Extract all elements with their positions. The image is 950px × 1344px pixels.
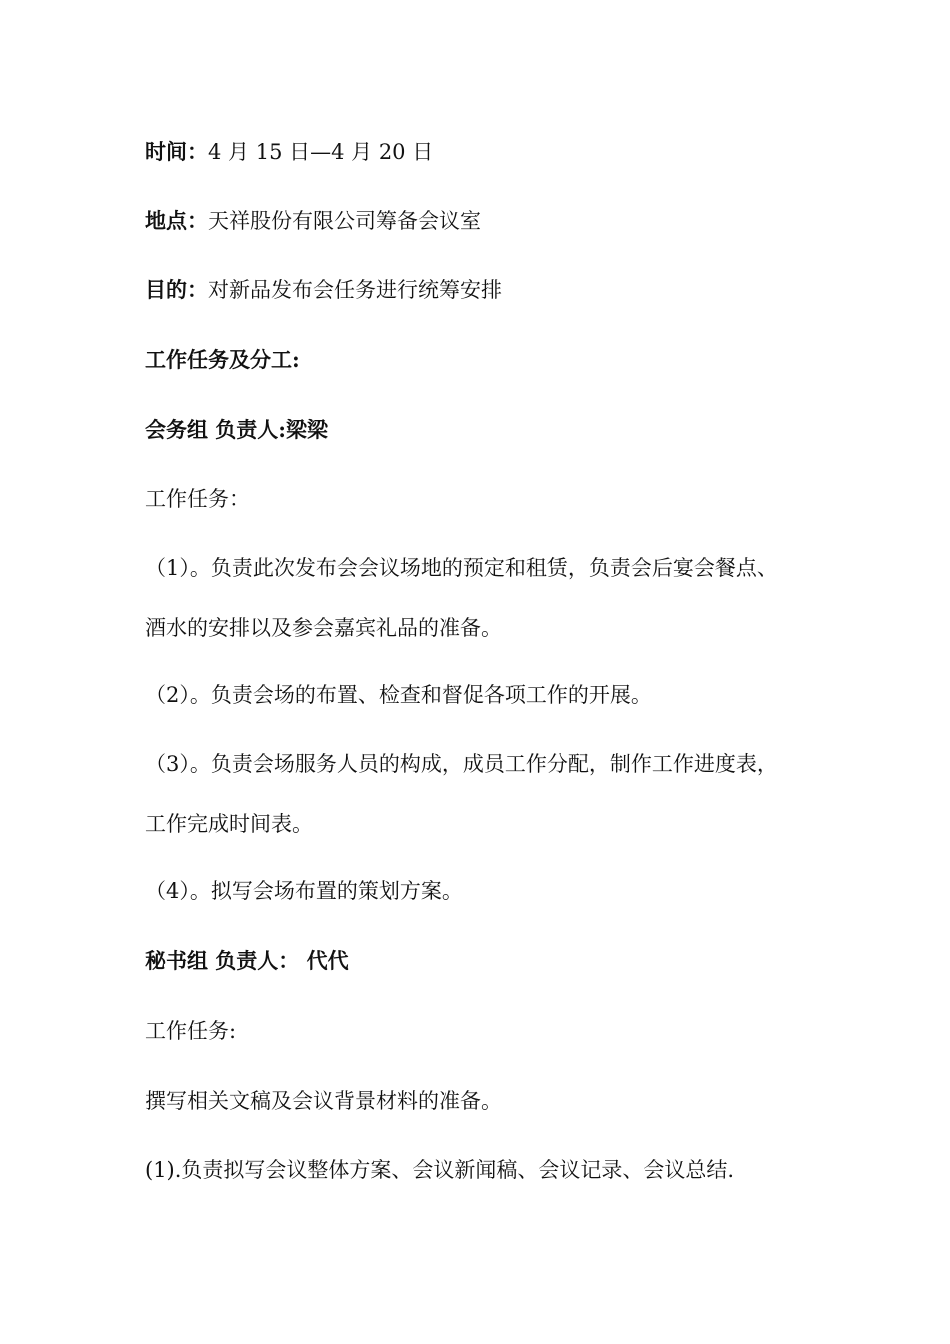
place-line xyxy=(145,207,845,235)
purpose-line xyxy=(145,276,845,304)
time-label: 时间： xyxy=(145,139,208,164)
group-tasks-label-meeting: 工作任务： xyxy=(145,487,250,511)
task-item: (1).负责拟写会议整体方案、会议新闻稿、会议记录、会议总结. xyxy=(145,1158,735,1182)
place-value: 天祥股份有限公司筹备会议室 xyxy=(208,209,481,233)
group-heading-meeting: 会务组 负责人:梁梁 xyxy=(145,417,329,442)
task-item: （3）。负责会场服务人员的构成，成员工作分配，制作工作进度表， xyxy=(145,752,778,776)
task-item: 撰写相关文稿及会议背景材料的准备。 xyxy=(145,1089,502,1113)
task-item: （1）。负责此次发布会会议场地的预定和租赁，负责会后宴会餐点、 xyxy=(145,556,778,580)
group-tasks-label-secretary: 工作任务: xyxy=(145,1019,237,1043)
task-item: 酒水的安排以及参会嘉宾礼品的准备。 xyxy=(145,616,502,640)
task-item: （2）。负责会场的布置、检查和督促各项工作的开展。 xyxy=(145,683,652,707)
task-item: （4）。拟写会场布置的策划方案。 xyxy=(145,879,463,903)
purpose-value: 对新品发布会任务进行统筹安排 xyxy=(208,278,502,302)
tasks-title: 工作任务及分工: xyxy=(145,347,300,372)
place-label: 地点： xyxy=(145,208,208,233)
purpose-label: 目的： xyxy=(145,277,208,302)
time-line xyxy=(145,138,845,166)
time-value: 4 月 15 日—4 月 20 日 xyxy=(208,140,434,164)
group-heading-secretary: 秘书组 负责人： 代代 xyxy=(145,948,349,973)
task-item: 工作完成时间表。 xyxy=(145,812,313,836)
